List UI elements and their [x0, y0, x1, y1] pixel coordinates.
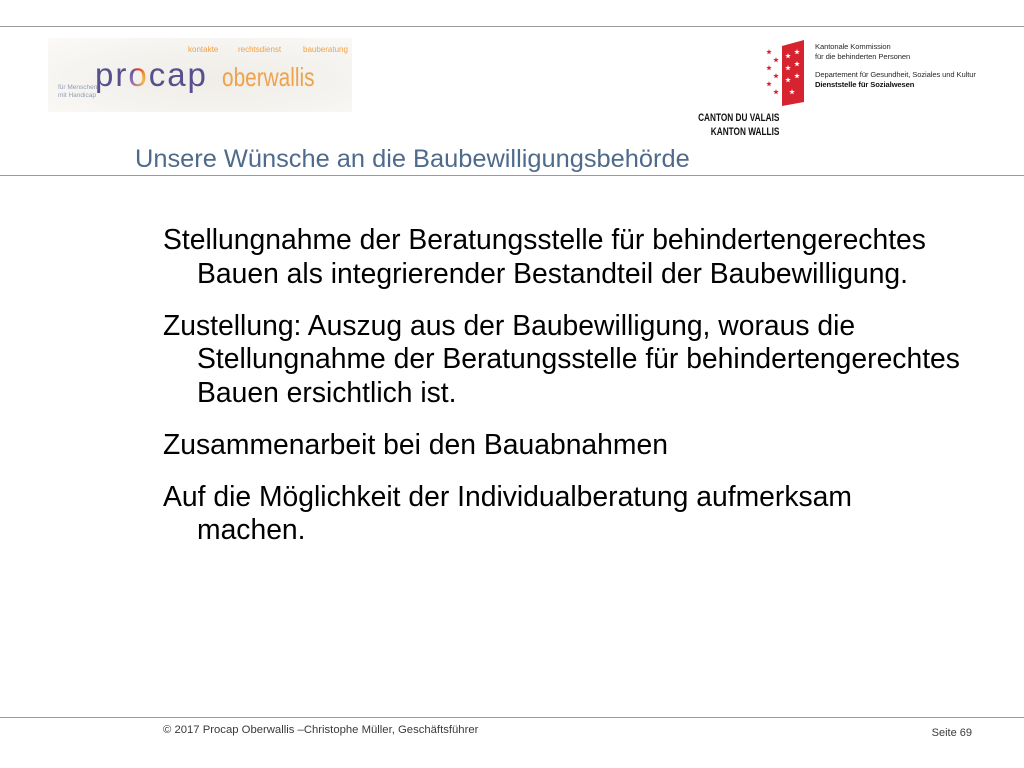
emblem-red-field [782, 40, 804, 106]
wordmark-part: pr [95, 56, 129, 93]
canton-name [698, 111, 779, 139]
bullet-line: Zusammenarbeit bei den Bauabnahmen [163, 427, 668, 460]
canton-name-fr: CANTON DU VALAIS [697, 112, 779, 124]
title-rule [0, 175, 1024, 176]
commission-line: Kantonale Kommission [815, 42, 891, 51]
bullet-line: Stellungnahme der Beratungsstelle für behindertengerechtes [197, 342, 960, 374]
logo-link-rechtsdienst: rechtsdienst [238, 45, 282, 54]
bullet-line: Stellungnahme der Beratungsstelle für behindertengerechtes [163, 223, 926, 255]
wordmark-part: cap [148, 56, 208, 93]
bullet-paragraph [163, 309, 960, 410]
valais-star [766, 81, 772, 86]
procap-wordmark [95, 55, 208, 95]
department-block [815, 70, 976, 90]
valais-coat-of-arms-icon [762, 38, 806, 108]
slide-title: Unsere Wünsche an die Baubewilligungsbehörde [135, 145, 690, 173]
valais-star [773, 89, 779, 94]
service-name: Dienststelle für Sozialwesen [815, 80, 915, 89]
slide-body [163, 223, 960, 565]
footer-rule [0, 717, 1024, 718]
valais-star [766, 65, 772, 70]
valais-star [773, 73, 779, 78]
bullet-line: Auf die Möglichkeit der Individualberatung aufmerksam [163, 479, 852, 512]
footer-copyright: © 2017 Procap Oberwallis –Christophe Müller, Geschäftsführer [163, 724, 479, 736]
department-name: Departement für Gesundheit, Soziales und Kultur [815, 70, 976, 79]
header-top-rule [0, 26, 1024, 27]
bullet-line: Bauen ersichtlich ist. [197, 375, 457, 408]
tagline-line: mit Handicap [58, 92, 96, 99]
commission-line: für die behinderten Personen [815, 52, 911, 61]
canton-name-de: KANTON WALLIS [710, 126, 779, 138]
tagline-line: für Menschen [58, 84, 98, 91]
bullet-line: Zustellung: Auszug aus der Baubewilligung, woraus die [163, 308, 856, 341]
logo-tagline [58, 84, 97, 100]
procap-ring-o-icon: o [128, 56, 149, 93]
bullet-paragraph [163, 480, 960, 547]
bullet-line: Bauen als integrierender Bestandteil der Baubewilligung. [197, 256, 909, 289]
page-number: Seite 69 [931, 727, 972, 739]
valais-star [766, 49, 772, 54]
bullet-line: machen. [197, 513, 306, 545]
logo-link-kontakte: kontakte [188, 45, 219, 54]
wordmark-region: oberwallis [222, 62, 315, 92]
commission-name [815, 42, 910, 62]
bullet-paragraph [163, 223, 960, 290]
valais-star [773, 57, 779, 62]
bullet-paragraph [163, 428, 960, 462]
logo-link-bauberatung: bauberatung [303, 45, 348, 54]
procap-oberwallis-logo [48, 38, 352, 112]
